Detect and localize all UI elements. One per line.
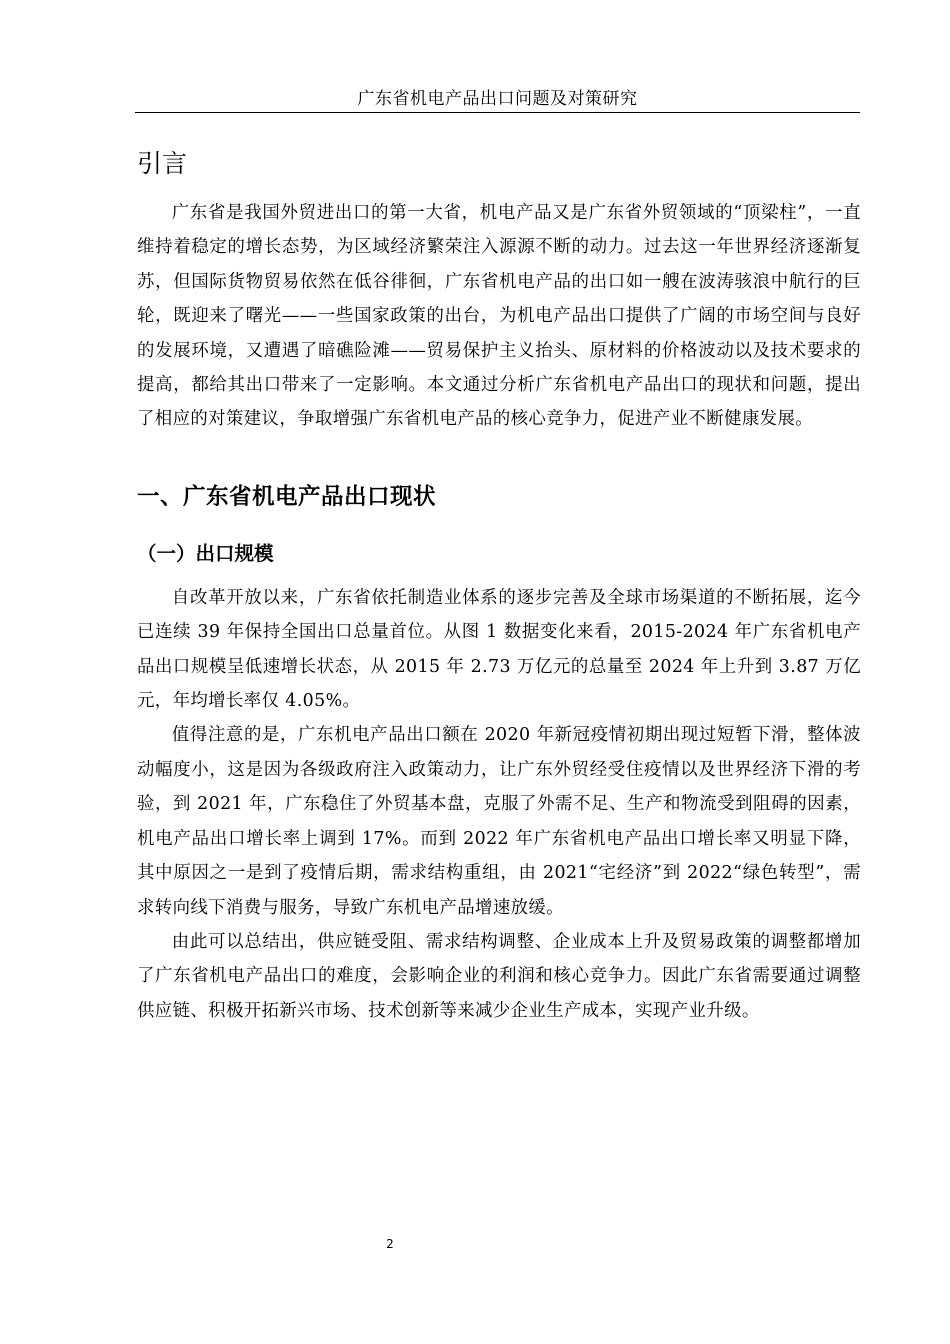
page-number: 2	[386, 1237, 394, 1251]
intro-heading: 引言	[137, 149, 188, 178]
intro-paragraph: 广东省是我国外贸进出口的第一大省，机电产品又是广东省外贸领域的“顶梁柱”，一直维持着稳定的增长态势，为区域经济繁荣注入源源不断的动力。过去这一年世界经济逐渐复苏，但国际货物贸易依然在低谷徘徊，广东省机电产品的出口如一艘在波涛骇浪中航行的巨轮，既迎来了曙光——一些国家政策的出台，为机电产品出口提供了广阔的市场空间与良好的发展环境，又遭遇了暗礁险滩——贸易保护主义抬头、原材料的价格波动以及技术要求的提高，都给其出口带来了一定影响。本文通过分析广东省机电产品出口的现状和问题，提出了相应的对策建议，争取增强广东省机电产品的核心竞争力，促进产业不断健康发展。	[137, 203, 861, 430]
running-header: 广东省机电产品出口问题及对策研究	[357, 89, 638, 109]
page-body	[137, 140, 861, 1028]
body-paragraph: 由此可以总结出，供应链受阻、需求结构调整、企业成本上升及贸易政策的调整都增加了广东省机电产品出口的难度，会影响企业的利润和核心竞争力。因此广东省需要通过调整供应链、积极开拓新兴市场、技术创新等来减少企业生产成本，实现产业升级。	[137, 931, 861, 1021]
subsection-heading: （一）出口规模	[137, 541, 274, 565]
header-rule	[135, 112, 860, 113]
body-paragraph: 自改革开放以来，广东省依托制造业体系的逐步完善及全球市场渠道的不断拓展，迄今已连续 39 年保持全国出口总量首位。从图 1 数据变化来看，2015-2024 年广东省机电产品出口规模呈低速增长状态，从 2015 年 2.73 万亿元的总量至 2024 年上升到 3.87 万亿元，年均增长率仅 4.05%。	[137, 587, 861, 712]
section-heading: 一、广东省机电产品出口现状	[137, 483, 437, 510]
body-paragraph: 值得注意的是，广东机电产品出口额在 2020 年新冠疫情初期出现过短暂下滑，整体波动幅度小，这是因为各级政府注入政策动力，让广东外贸经受住疫情以及世界经济下滑的考验，到 2021 年，广东稳住了外贸基本盘，克服了外需不足、生产和物流受到阻碍的因素，机电产品出口增长率上调到 17%。而到 2022 年广东省机电产品出口增长率又明显下降，其中原因之一是到了疫情后期，需求结构重组，由 2021“宅经济”到 2022“绿色转型”，需求转向线下消费与服务，导致广东机电产品增速放缓。	[137, 725, 861, 918]
